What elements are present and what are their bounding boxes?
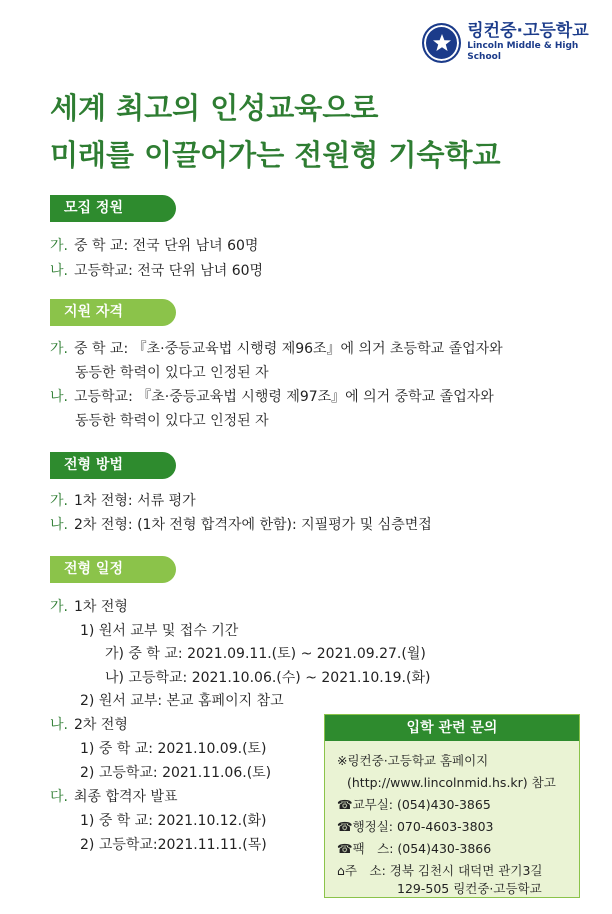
qualification-item-1: 가. 중 학 교: 『초·중등교육법 시행령 제96조』에 의거 초등학교 졸업자와 (50, 341, 503, 357)
school-name-korean: 링컨중·고등학교 (467, 21, 589, 41)
schedule-stage-1-high: 나) 고등학교: 2021.10.06.(수) ~ 2021.10.19.(화) (105, 670, 431, 686)
admission-contact-box (324, 714, 580, 898)
schedule-stage-1-application: 1) 원서 교부 및 접수 기간 (80, 623, 239, 639)
section-tag-qualification: 지원 자격 (50, 299, 176, 326)
schedule-stage-2: 나. 2차 전형 (50, 717, 128, 733)
contact-homepage: ※링컨중·고등학교 홈페이지 (337, 753, 489, 768)
schedule-stage-1: 가. 1차 전형 (50, 599, 128, 615)
contact-url[interactable]: (http://www.lincolnmid.hs.kr) 참고 (347, 775, 556, 790)
contact-fax: ☎팩 스: (054)430-3866 (337, 841, 492, 856)
section-tag-method: 전형 방법 (50, 452, 176, 479)
schedule-final-middle: 1) 중 학 교: 2021.10.12.(화) (80, 813, 267, 829)
recruit-item-2: 나. 고등학교: 전국 단위 남녀 60명 (50, 263, 264, 279)
method-item-2: 나. 2차 전형: (1차 전형 합격자에 한함): 지필평가 및 심층면접 (50, 517, 432, 533)
school-logo (422, 22, 612, 63)
method-item-1: 가. 1차 전형: 서류 평가 (50, 493, 196, 509)
schedule-stage-2-middle: 1) 중 학 교: 2021.10.09.(토) (80, 741, 267, 757)
qualification-item-2-cont: 동등한 학력이 있다고 인정된 자 (75, 413, 269, 429)
section-tag-schedule: 전형 일정 (50, 556, 176, 583)
schedule-stage-2-high: 2) 고등학교: 2021.11.06.(토) (80, 765, 272, 781)
headline-line-1: 세계 최고의 인성교육으로 (50, 91, 379, 125)
contact-school-office: ☎교무실: (054)430-3865 (337, 797, 491, 812)
schedule-stage-1-distribution: 2) 원서 교부: 본교 홈페이지 참고 (80, 693, 284, 709)
qualification-item-1-cont: 동등한 학력이 있다고 인정된 자 (75, 365, 269, 381)
school-seal-icon (422, 23, 461, 63)
schedule-final-high: 2) 고등학교:2021.11.11.(목) (80, 837, 267, 853)
section-tag-recruit: 모집 정원 (50, 195, 176, 222)
school-name-english: Lincoln Middle & High School (467, 41, 579, 62)
contact-admin-office: ☎행정실: 070-4603-3803 (337, 819, 494, 834)
recruit-item-1: 가. 중 학 교: 전국 단위 남녀 60명 (50, 238, 259, 254)
contact-title: 입학 관련 문의 (325, 715, 579, 741)
contact-address-1: ⌂주 소: 경북 김천시 대덕면 관기3길 (337, 863, 543, 878)
headline-line-2: 미래를 이끌어가는 전원형 기숙학교 (50, 138, 501, 172)
qualification-item-2: 나. 고등학교: 『초·중등교육법 시행령 제97조』에 의거 중학교 졸업자와 (50, 389, 494, 405)
schedule-stage-1-middle: 가) 중 학 교: 2021.09.11.(토) ~ 2021.09.27.(월) (105, 646, 426, 662)
contact-address-2: 129-505 링컨중·고등학교 (397, 881, 542, 896)
schedule-final: 다. 최종 합격자 발표 (50, 789, 178, 805)
